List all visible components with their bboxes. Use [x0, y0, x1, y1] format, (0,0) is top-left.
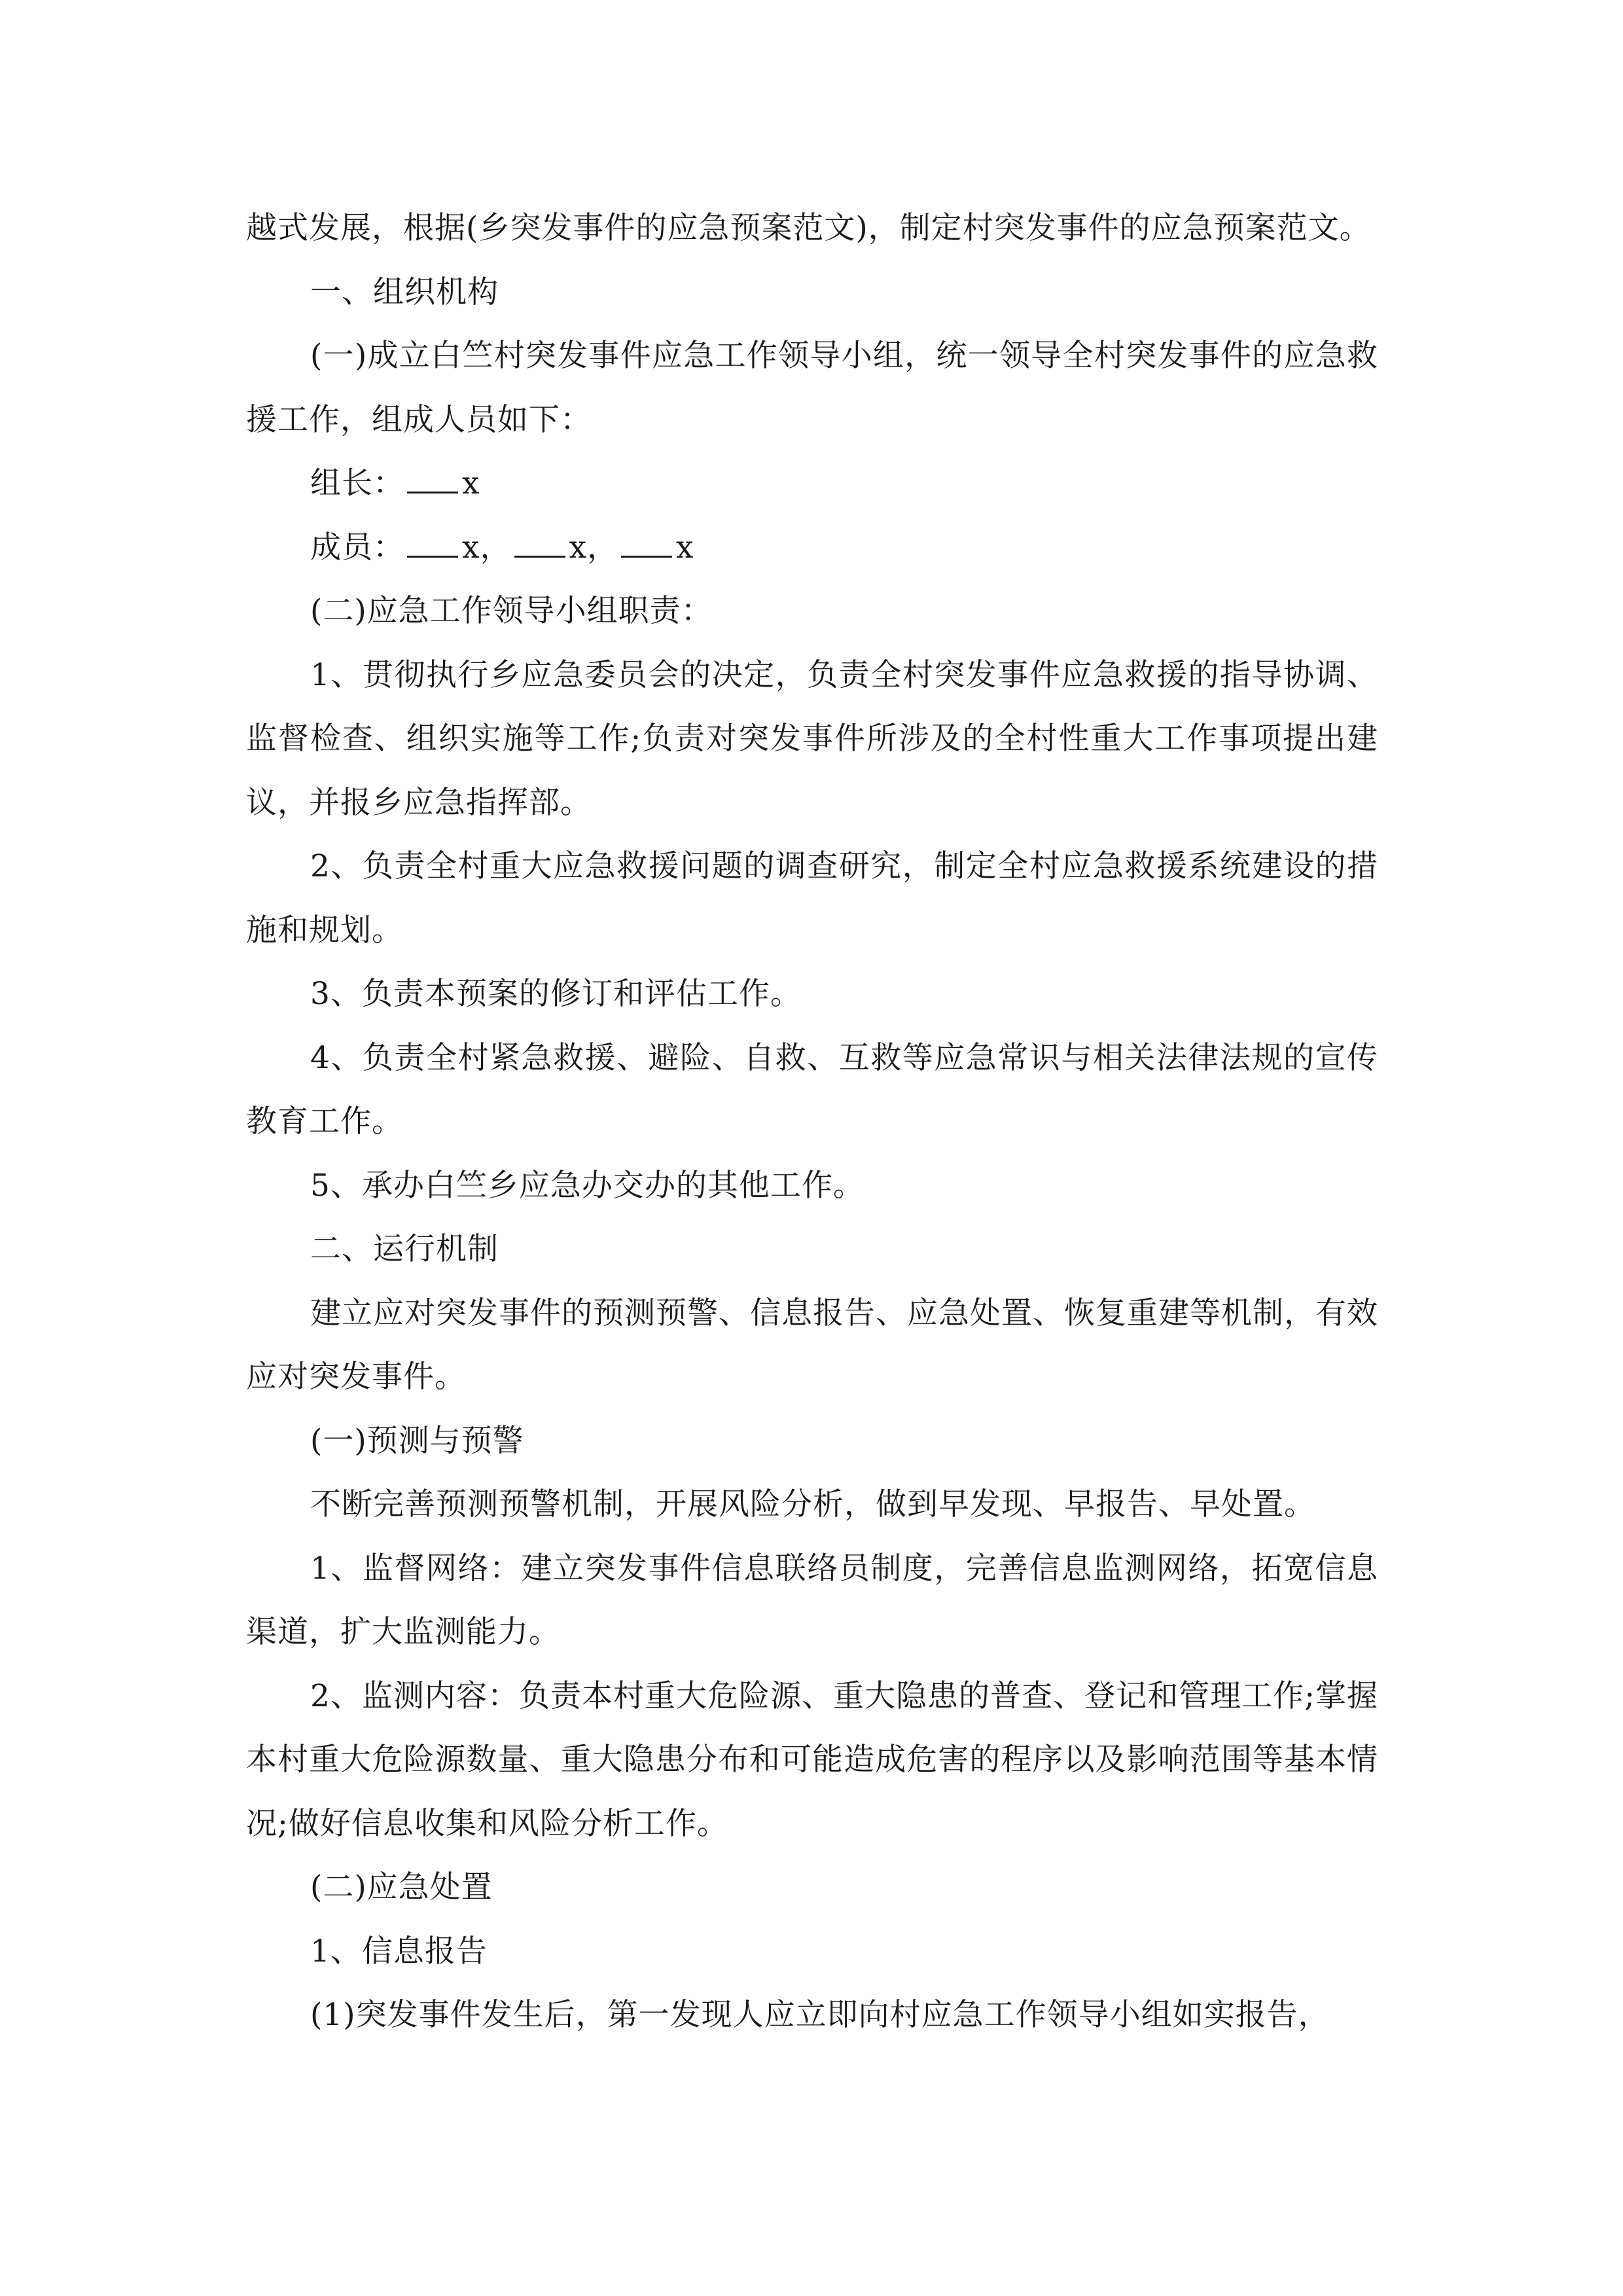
monitor-item-2: 2、监测内容：负责本村重大危险源、重大隐患的普查、登记和管理工作;掌握本村重大危险源数量、重大隐患分布和可能造成危害的程序以及影响范围等基本情况;做好信息收集和风险分析工作。: [246, 1677, 1378, 1842]
heading-operation-mechanism: 二、运行机制: [310, 1231, 499, 1267]
member-blank: [514, 531, 565, 558]
paragraph-forecast: 不断完善预测预警机制，开展风险分析，做到早发现、早报告、早处置。: [310, 1486, 1315, 1522]
member-value: x: [462, 529, 480, 565]
paragraph-report-1: (1)突发事件发生后，第一发现人应立即向村应急工作领导小组如实报告，: [310, 1997, 1330, 2033]
heading-forecast-warning: (一)预测与预警: [310, 1422, 524, 1459]
member-value: x: [569, 529, 588, 565]
member-blank: [621, 531, 672, 558]
paragraph-intro: 越式发展，根据(乡突发事件的应急预案范文)，制定村突发事件的应急预案范文。: [246, 210, 1371, 246]
duty-item-4: 4、负责全村紧急救援、避险、自救、互救等应急常识与相关法律法规的宣传教育工作。: [246, 1039, 1378, 1139]
paragraph-mechanism: 建立应对突发事件的预测预警、信息报告、应急处置、恢复重建等机制，有效应对突发事件。: [246, 1295, 1378, 1395]
leader-blank: [407, 467, 458, 493]
leader-line: [246, 452, 1378, 516]
members-label: 成员：: [310, 529, 404, 565]
member-blank: [407, 531, 458, 558]
duty-item-2: 2、负责全村重大应急救援问题的调查研究，制定全村应急救援系统建设的措施和规划。: [246, 848, 1378, 948]
leader-label: 组长：: [310, 465, 404, 501]
heading-organization: 一、组织机构: [310, 274, 499, 310]
heading-group-duties: (二)应急工作领导小组职责：: [310, 593, 713, 629]
heading-emergency-response: (二)应急处置: [310, 1869, 493, 1905]
duty-item-5: 5、承办白竺乡应急办交办的其他工作。: [310, 1167, 865, 1204]
monitor-item-1: 1、监督网络：建立突发事件信息联络员制度，完善信息监测网络，拓宽信息渠道，扩大监测能力。: [246, 1550, 1378, 1650]
members-line: [246, 516, 1378, 580]
leader-value: x: [462, 465, 480, 501]
member-value: x: [676, 529, 694, 565]
duty-item-1: 1、贯彻执行乡应急委员会的决定，负责全村突发事件应急救援的指导协调、监督检查、组织实施等工作;负责对突发事件所涉及的全村性重大工作事项提出建议，并报乡应急指挥部。: [246, 656, 1378, 821]
duty-item-3: 3、负责本预案的修订和评估工作。: [310, 976, 802, 1012]
document-body: [246, 196, 1378, 2047]
heading-info-report: 1、信息报告: [310, 1933, 488, 1969]
member-separator: ，: [480, 529, 512, 565]
member-separator: ，: [587, 529, 619, 565]
paragraph-leadership-group: (一)成立白竺村突发事件应急工作领导小组，统一领导全村突发事件的应急救援工作，组成人员如下：: [246, 338, 1378, 438]
